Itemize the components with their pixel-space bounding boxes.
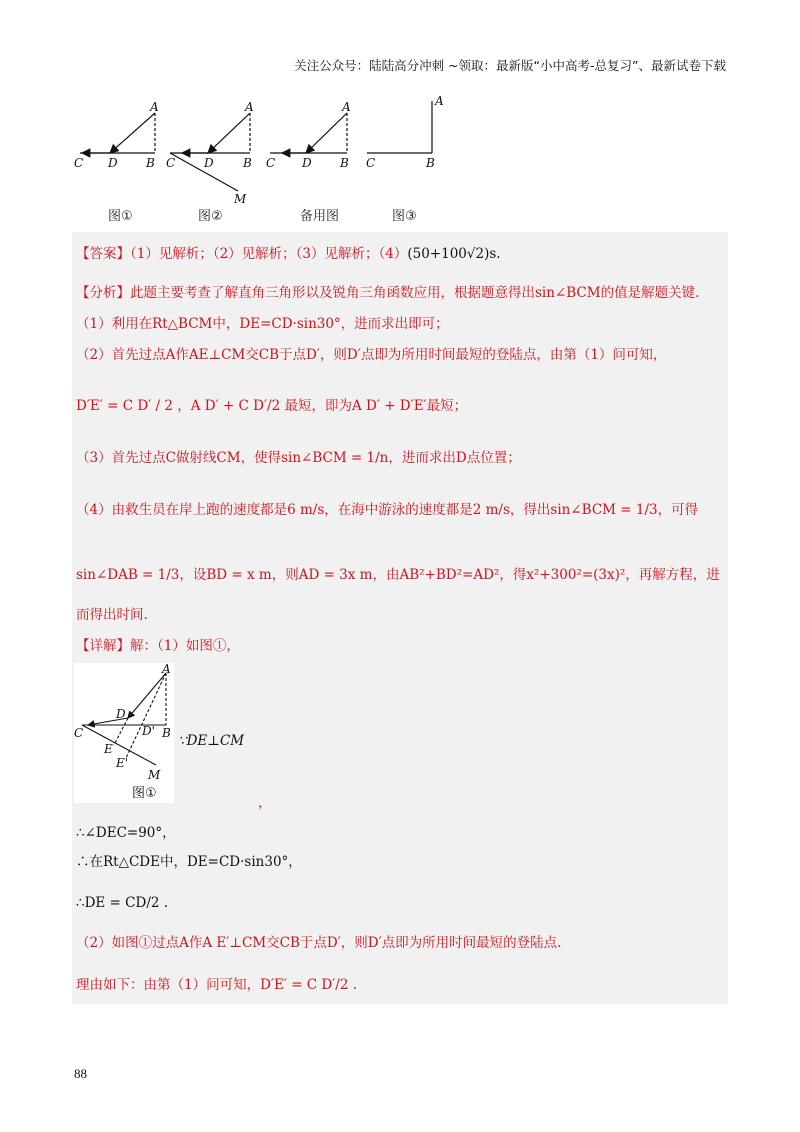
page-number: 88 <box>74 1066 87 1081</box>
detail-step-4: （2）如图①过点A作A E′⊥CM交CB于点D′，则D′点即为所用时间最短的登陆点. <box>76 935 562 951</box>
figure-row <box>70 95 450 225</box>
detail-line-intro <box>76 636 240 656</box>
detail-comma: ， <box>258 795 272 811</box>
label-C-2: C <box>166 156 176 170</box>
analysis-line-5: （3）首先过点C做射线CM，使得sin∠BCM = 1/n，进而求出D点位置； <box>76 450 521 466</box>
detail-step-3: ∴DE = CD/2 . <box>76 895 169 911</box>
detail-step-1: ∴∠DEC=90°， <box>76 825 176 841</box>
label-B-2: B <box>243 156 252 170</box>
detail-figure <box>74 663 174 803</box>
analysis-line-6: （4）由救生员在岸上跑的速度都是6 m/s，在海中游泳的速度都是2 m/s，得出sin∠BCM = 1/3，可得 <box>76 502 699 518</box>
label-A-3: A <box>342 100 351 114</box>
analysis-tag: 【分析】 <box>76 285 130 301</box>
caption-fig3: 图③ <box>392 209 417 224</box>
caption-backup: 备用图 <box>300 209 340 224</box>
label-D-1: D <box>108 156 118 170</box>
label-A-4: A <box>435 95 444 108</box>
answer-text: （1）见解析；（2）见解析；（3）见解析；（4） <box>130 246 408 262</box>
answer-value: (50+100√2)s. <box>407 246 501 262</box>
caption-fig1: 图① <box>108 209 133 224</box>
label-B-1: B <box>146 156 155 170</box>
analysis-line-3: （2）首先过点A作AE⊥CM交CB于点D′，则D′点即为所用时间最短的登陆点，由第（1）问可知， <box>76 347 667 363</box>
detail-caption: 图① <box>132 786 157 801</box>
detail-label-Ep: E' <box>116 756 129 770</box>
analysis-line-2: （1）利用在Rt△BCM中，DE=CD·sin30°，进而求出即可； <box>76 316 449 332</box>
label-C-4: C <box>366 156 376 170</box>
detail-step-2: ∴在Rt△CDE中，DE=CD·sin30°， <box>76 854 302 870</box>
analysis-line-8: 而得出时间. <box>76 607 148 623</box>
caption-fig2: 图② <box>198 209 223 224</box>
figure-2 <box>170 113 250 191</box>
detail-because: ∵DE⊥CM <box>178 733 245 749</box>
detail-tag: 【详解】 <box>76 638 130 654</box>
detail-label-Dp: D' <box>142 724 155 738</box>
label-A-2: A <box>245 100 254 114</box>
answer-tag: 【答案】 <box>76 246 130 262</box>
label-D-3: D <box>302 156 312 170</box>
detail-label-A: A <box>162 663 171 676</box>
figure-3 <box>367 101 432 153</box>
label-C-1: C <box>74 156 84 170</box>
figure-backup <box>270 113 347 153</box>
label-C-3: C <box>266 156 276 170</box>
label-B-4: B <box>426 156 435 170</box>
label-B-3: B <box>340 156 349 170</box>
detail-label-E: E <box>104 742 113 756</box>
detail-geometry <box>74 663 174 803</box>
label-A-1: A <box>150 100 159 114</box>
label-D-2: D <box>204 156 214 170</box>
figure-1 <box>80 113 155 153</box>
detail-label-C: C <box>74 726 84 740</box>
detail-label-M: M <box>148 768 161 782</box>
label-M-2: M <box>234 192 247 206</box>
page-header: 关注公众号：陆陆高分冲刺 ~领取：最新版“小中高考-总复习”、最新试卷下载 <box>294 58 726 73</box>
detail-step-5: 理由如下：由第（1）问可知，D′E′ = C D′/2 . <box>76 977 358 993</box>
detail-label-B: B <box>162 726 171 740</box>
detail-label-D: D <box>116 707 126 721</box>
answer-line <box>76 244 501 264</box>
analysis-text-1: 此题主要考查了解直角三角形以及锐角三角函数应用，根据题意得出sin∠BCM的值是解题关键. <box>130 285 700 301</box>
detail-intro: 解：（1）如图①， <box>130 638 240 654</box>
analysis-line-1 <box>76 283 699 303</box>
analysis-line-4: D′E′ = C D′ / 2 ，A D′ + C D′/2 最短，即为A D′ + D′E′最短； <box>76 398 468 414</box>
analysis-line-7: sin∠DAB = 1/3，设BD = x m，则AD = 3x m，由AB²+BD²=AD²，得x²+300²=(3x)²，再解方程，进 <box>76 567 720 583</box>
